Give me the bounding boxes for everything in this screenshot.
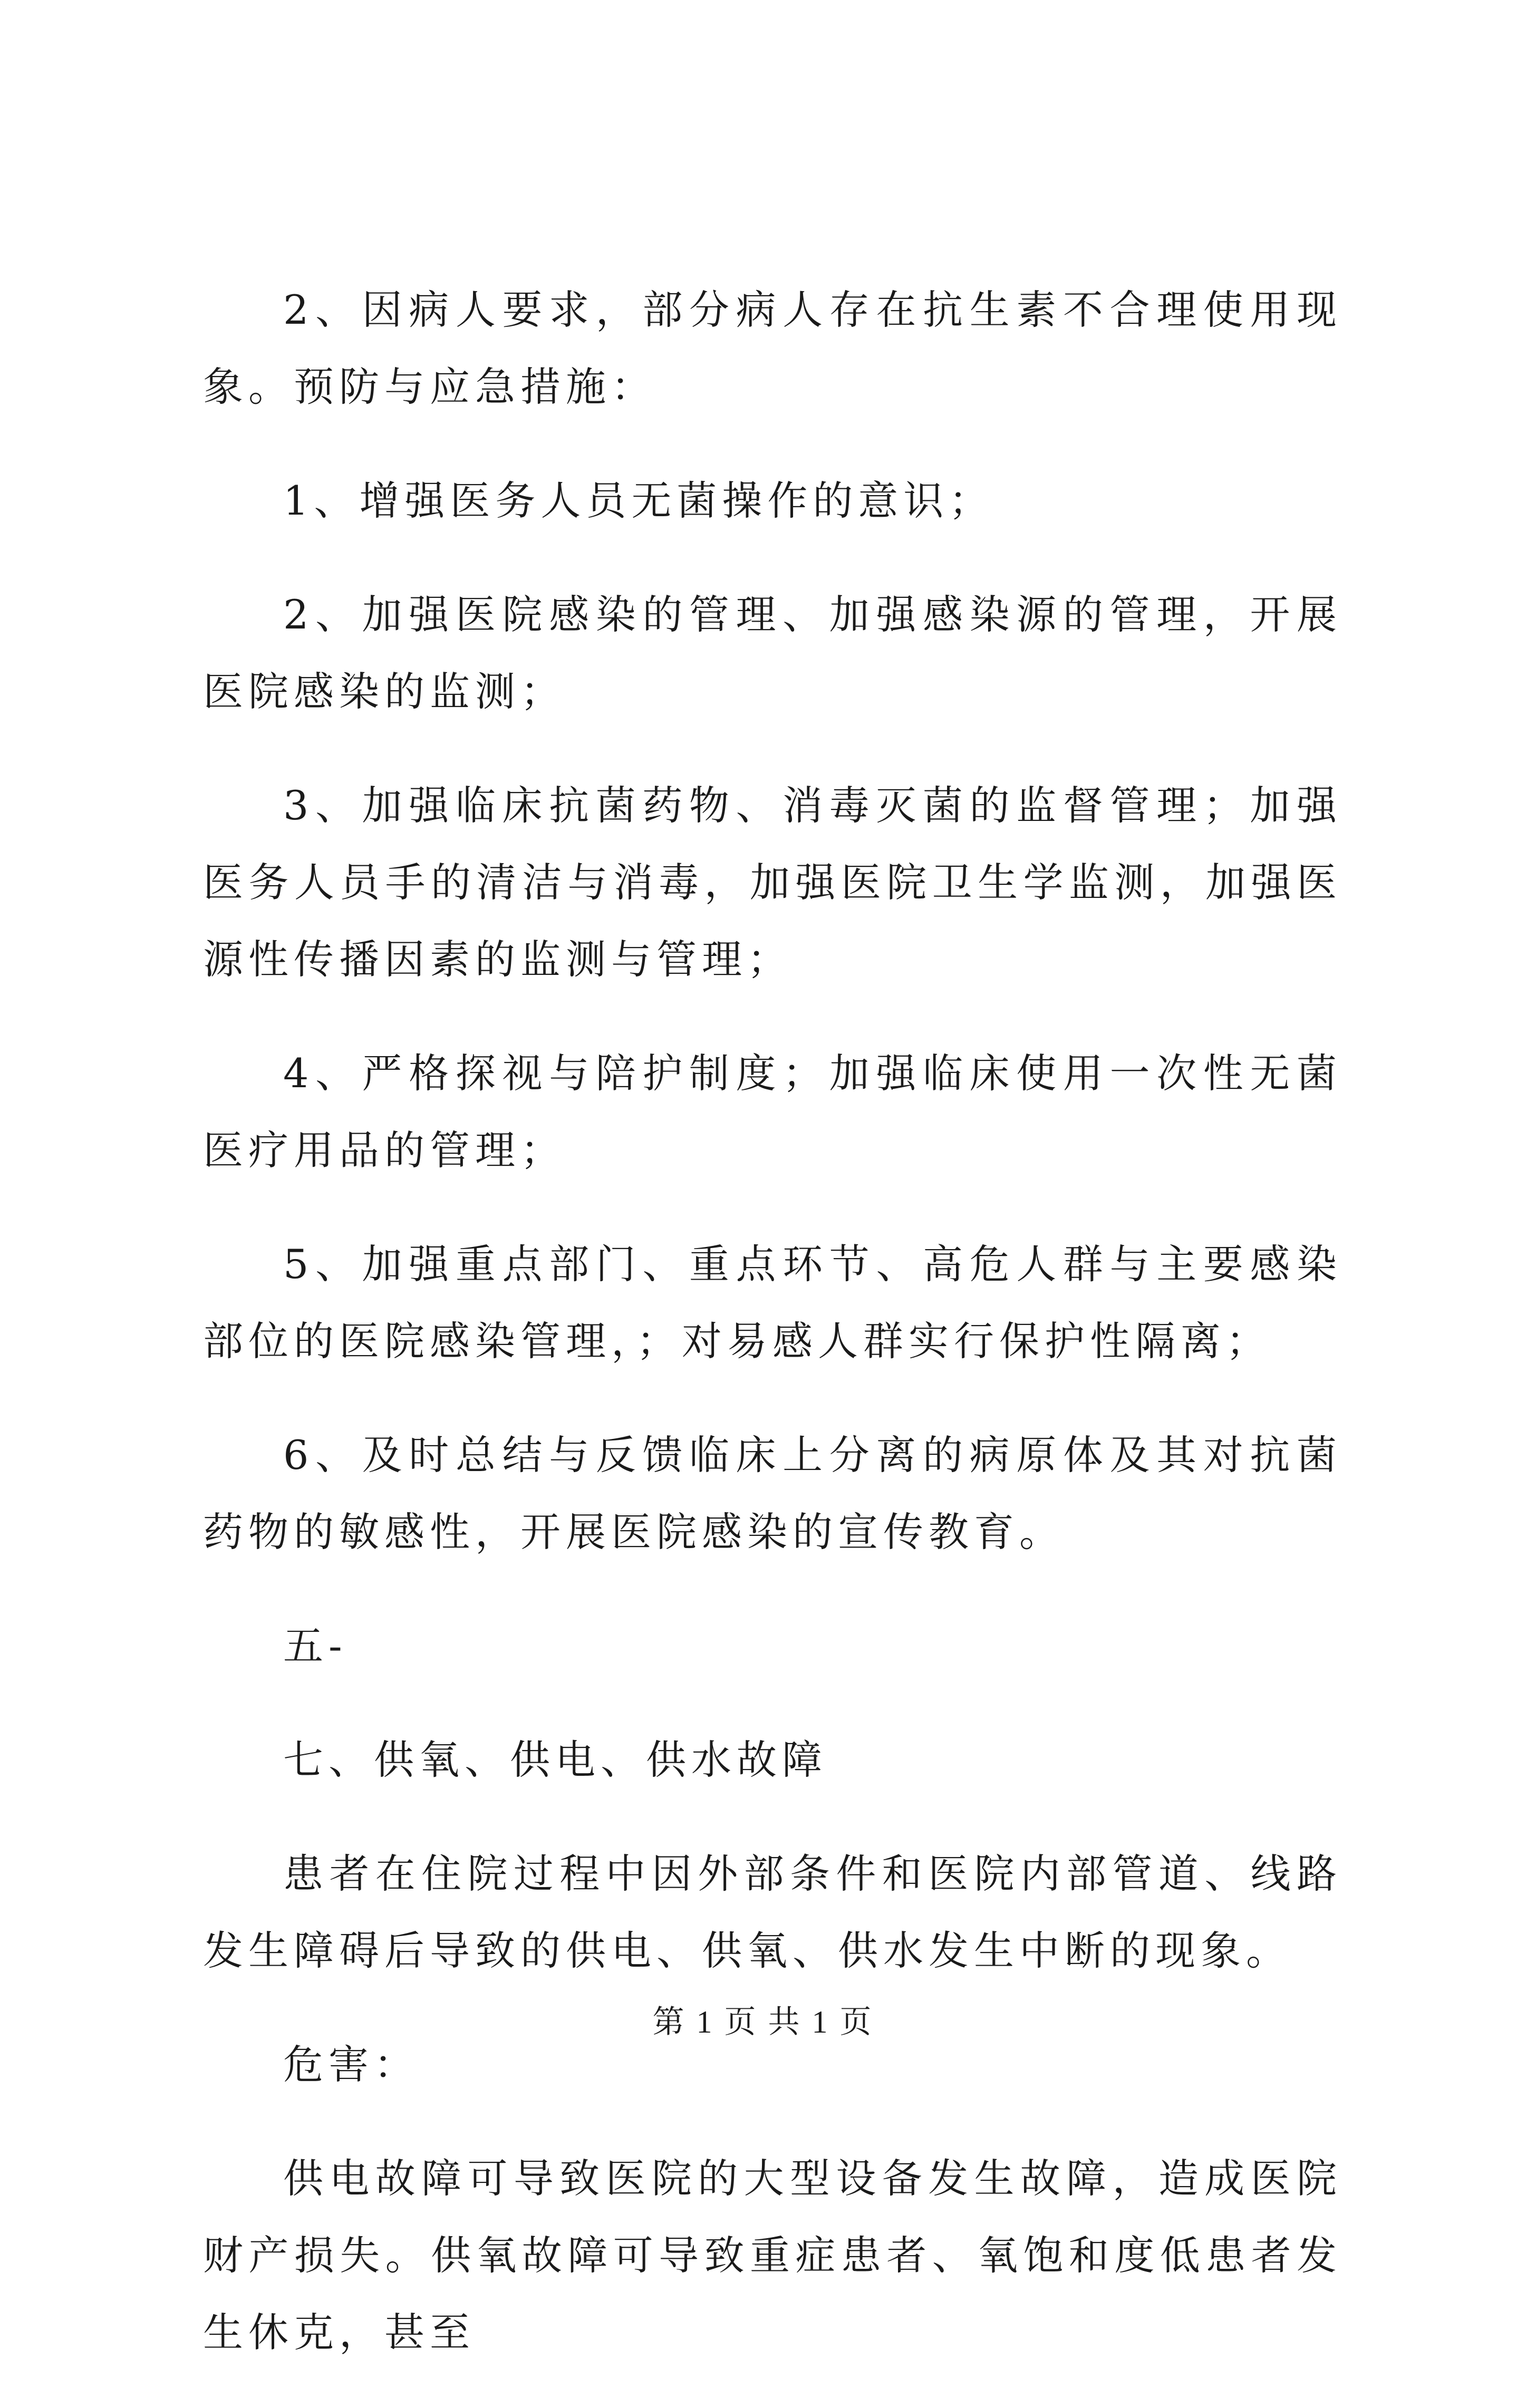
paragraph: 2、因病人要求，部分病人存在抗生素不合理使用现象。预防与应急措施： — [203, 286, 1342, 410]
paragraph: 3、加强临床抗菌药物、消毒灭菌的监督管理；加强医务人员手的清洁与消毒，加强医院卫生学监测，加强医源性传播因素的监测与管理； — [203, 782, 1342, 983]
paragraph: 1、增强医务人员无菌操作的意识； — [283, 477, 994, 524]
document-body — [203, 272, 1342, 2408]
paragraph: 患者在住院过程中因外部条件和医院内部管道、线路发生障碍后导致的供电、供氧、供水发生中断的现象。 — [203, 1850, 1342, 1974]
section-heading: 七、供氧、供电、供水故障 — [283, 1736, 827, 1783]
paragraph: 6、及时总结与反馈临床上分离的病原体及其对抗菌药物的敏感性，开展医院感染的宣传教育。 — [203, 1432, 1342, 1555]
page-footer: 第 1 页 共 1 页 — [652, 2005, 874, 2039]
paragraph: 2、加强医院感染的管理、加强感染源的管理，开展医院感染的监测； — [203, 591, 1342, 715]
paragraph: 4、严格探视与陪护制度；加强临床使用一次性无菌医疗用品的管理； — [203, 1050, 1342, 1174]
section-marker: 五- — [283, 1622, 347, 1669]
paragraph: 5、加强重点部门、重点环节、高危人群与主要感染部位的医院感染管理，；对易感人群实行保护性隔离； — [203, 1241, 1342, 1365]
paragraph: 供电故障可导致医院的大型设备发生故障，造成医院财产损失。供氧故障可导致重症患者、氧饱和度低患者发生休克，甚至 — [203, 2155, 1342, 2356]
subheading: 危害： — [283, 2041, 419, 2088]
